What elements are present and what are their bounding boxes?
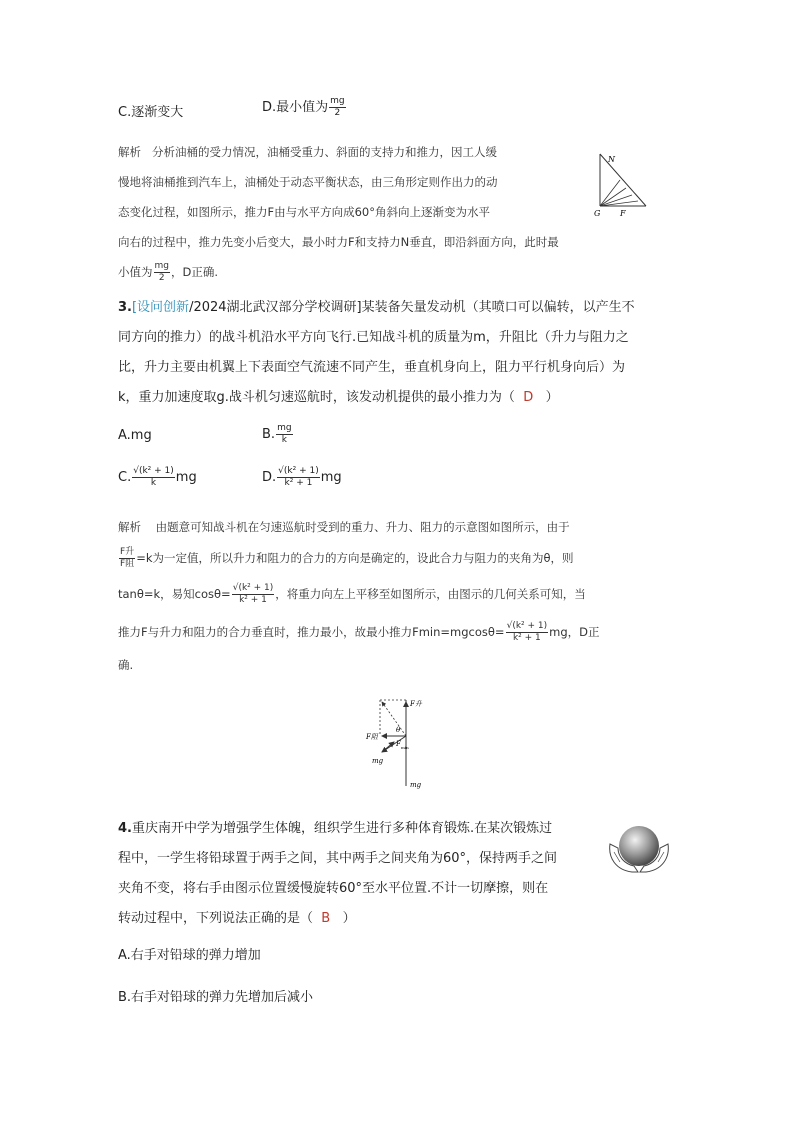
fig-label-n: N xyxy=(608,155,615,164)
fig-label-f: F xyxy=(620,209,626,218)
fig-fmin-arrow xyxy=(382,742,394,752)
q4-option-b: B.右手对铅球的弹力先增加后减小 xyxy=(118,990,314,1005)
q3-ratio-fraction: $\frac{\text{F升}}{\text{F阻}}$ xyxy=(120,547,135,569)
fig-label-drag: F阻 xyxy=(366,733,378,741)
q2-option-d-fraction: $\frac{mg}{2}$ xyxy=(330,96,345,118)
q3-stem: 3.[设问创新/2024湖北武汉部分学校调研]某装备矢量发动机（其喷口可以偏转，以产生不 同方向的推力）的战斗机沿水平方向飞行.已知战斗机的质量为m，升阻比（升力与阻力之 比，升力主要由机翼上下表面空气流速不同产生，垂直机身向上，阻力平行机身向后）为 k，重力加速度取g.战斗机匀速巡航时，该发动机提供的最小推力为（ D ） xyxy=(118,300,635,405)
q3-option-b: B. $\frac{mg}{k}$ xyxy=(262,423,292,445)
q3-option-c: C. $\frac{\text{√(k² + 1)}}{k}$ mg xyxy=(118,466,197,488)
fig-ray-1 xyxy=(600,180,620,206)
fig-label-g: G xyxy=(594,209,601,218)
q3-solution: 解析 由题意可知战斗机在匀速巡航时受到的重力、升力、阻力的示意图如图所示，由于 $\frac{\text{F升}}{\text{F阻}}$ =k为一定值，所以升力和阻力的合力的方向是确定的，设此合力与阻力的夹角为θ，则 tanθ=k，易知cosθ= $\frac{\text{√(k² + 1)}}{\text{k² + 1}}$ ，将重力向左上平移至如图所示，由图示的几何关系可知，当 推力F与升力和阻力的合力垂直时，推力最小，故最小推力Fmin=mgcosθ= $\frac{\text{√(k² + 1)}}{\text{k² + 1}}$ mg，D正 确. xyxy=(118,520,600,672)
fig-ray-3 xyxy=(600,195,632,206)
q2-option-c: C.逐渐变大 xyxy=(118,105,184,120)
q3-solution-label: 解析 xyxy=(118,520,141,534)
q3-option-a: A.mg xyxy=(118,428,152,443)
q4-shot-put-hands-figure xyxy=(604,822,674,880)
q3-option-d: D. $\frac{\text{√(k² + 1)}}{\text{k² + 1}}$ mg xyxy=(262,466,342,488)
fig-label-mg-bottom: mg xyxy=(410,781,422,789)
fig-label-theta: θ xyxy=(396,726,401,734)
q2-min-value-fraction: $\frac{mg}{2}$ xyxy=(154,261,169,283)
q2-solution-label: 解析 xyxy=(118,145,141,159)
fig-label-mg-left: mg xyxy=(372,757,384,765)
q4-stem: 4.重庆南开中学为增强学生体魄，组织学生进行多种体育锻炼.在某次锻炼过 程中，一学生将铅球置于两手之间，其中两手之间夹角为60°，保持两手之间 夹角不变，将右手由图示位置缓慢旋转60°至水平位置.不计一切摩擦，则在 转动过程中，下列说法正确的是（ B ） xyxy=(118,821,558,926)
q4-option-a: A.右手对铅球的弹力增加 xyxy=(118,948,261,963)
q2-force-triangle-figure xyxy=(590,148,652,218)
q2-option-d: D.最小值为 $\frac{mg}{2}$ xyxy=(262,96,345,118)
shot-put-ball xyxy=(619,826,659,866)
q4-answer: B xyxy=(321,911,331,926)
fig-label-fmin: F xyxy=(396,740,401,748)
q3-answer: D xyxy=(523,390,534,405)
q3-cos-fraction: $\frac{\text{√(k² + 1)}}{\text{k² + 1}}$ xyxy=(232,583,274,605)
fig-label-lift: F升 xyxy=(410,700,422,708)
fig-label-min: min xyxy=(401,745,409,750)
q3-fmin-fraction: $\frac{\text{√(k² + 1)}}{\text{k² + 1}}$ xyxy=(506,621,548,643)
q3-tag: [设问创新 xyxy=(131,300,190,315)
q3-fighter-force-figure xyxy=(362,692,438,792)
q4-number: 4. xyxy=(118,821,132,836)
q2-solution: 解析 分析油桶的受力情况，油桶受重力、斜面的支持力和推力，因工人缓 慢地将油桶推到汽车上，油桶处于动态平衡状态，由三角形定则作出力的动 态变化过程，如图所示，推力F由与水平方向成60°角斜向上逐渐变为水平 向右的过程中，推力先变小后变大，最小时力F和支持力N垂直，即沿斜面方向，此时最 小值为 $\frac{mg}{2}$ ，D正确. xyxy=(118,145,559,283)
fig-resultant-arrow xyxy=(382,702,406,736)
q3-number: 3. xyxy=(118,300,132,315)
